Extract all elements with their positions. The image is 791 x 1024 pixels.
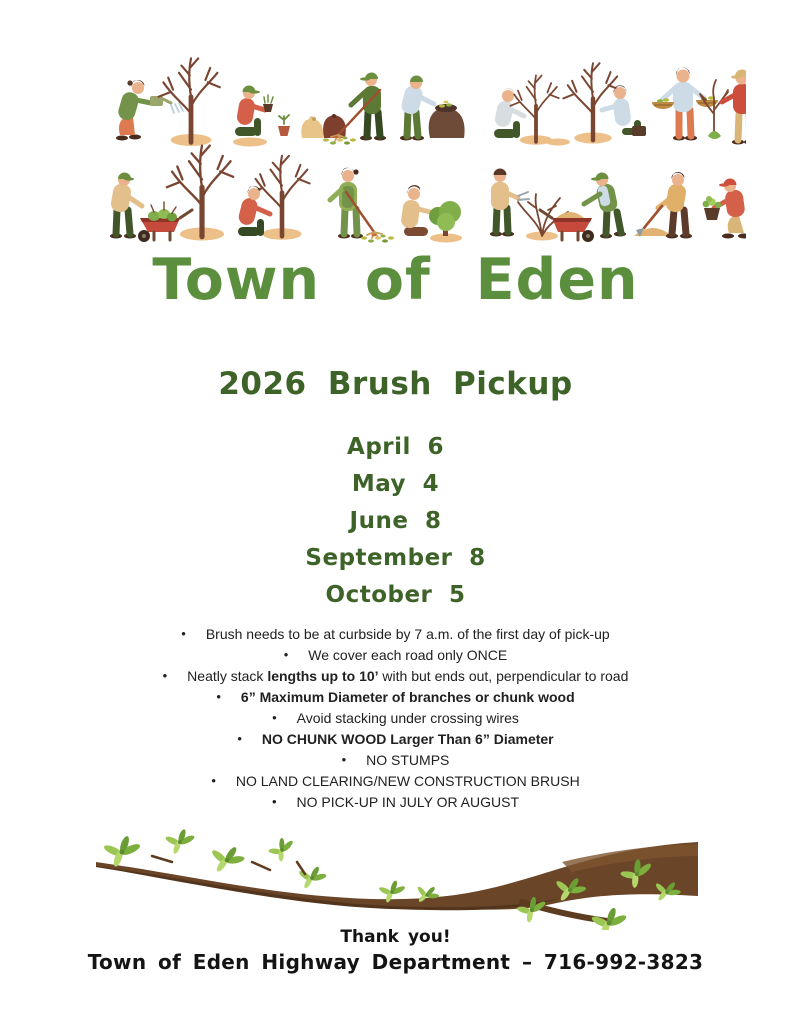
page-title: Town of Eden [152, 247, 639, 313]
pickup-date: April 6 [347, 434, 444, 460]
bullet-dot: • [237, 731, 242, 746]
figure-man-carrying-plant-pot [703, 179, 746, 239]
bullet-dot: • [272, 710, 277, 725]
pickup-date: October 5 [325, 582, 466, 608]
figure-person-kneeling-by-tree [493, 75, 570, 145]
figure-man-shoveling [634, 172, 692, 239]
figure-man-planting-tree [237, 156, 310, 240]
pickup-date: May 4 [351, 471, 440, 497]
rule-item [0, 687, 791, 708]
rule-item [0, 666, 791, 687]
footer-thanks: Thank you! [340, 927, 451, 947]
bullet-dot: • [162, 668, 168, 683]
footer-department-phone: Town of Eden Highway Department – 716-992-3823 [87, 950, 704, 974]
rule-text: NO CHUNK WOOD Larger Than 6” Diameter [261, 731, 554, 747]
bullet-dot: • [181, 626, 186, 641]
pickup-dates [0, 434, 791, 619]
rules-list [0, 624, 791, 813]
pickup-date: June 8 [349, 508, 442, 534]
rule-text: lengths up to 10’ [267, 668, 379, 684]
figure-woman-trimming-bush [400, 185, 462, 242]
pickup-date: September 8 [305, 545, 486, 571]
figure-woman-watering-tree [116, 58, 220, 146]
bullet-dot: • [216, 689, 221, 704]
rule-text: NO STUMPS [366, 752, 450, 768]
rule-item [0, 624, 791, 645]
rule-item [0, 771, 791, 792]
figure-man-raking-with-bags [301, 73, 386, 145]
page-subtitle: 2026 Brush Pickup [218, 366, 573, 402]
rule-text: NO LAND CLEARING/NEW CONSTRUCTION BRUSH [235, 773, 580, 789]
leafy-branch-illustration [92, 822, 702, 930]
rule-item [0, 792, 791, 813]
rule-text: NO PICK-UP IN JULY OR AUGUST [296, 794, 520, 810]
rule-item [0, 729, 791, 750]
gardening-people-illustration [96, 38, 746, 243]
rule-text: We cover each road only ONCE [308, 647, 508, 663]
figure-man-wheelbarrow-saplings [110, 146, 233, 242]
bullet-dot: • [283, 647, 289, 662]
rule-text: 6” Maximum Diameter of branches or chunk wood [240, 689, 575, 705]
rule-item [0, 645, 791, 666]
rule-text: Neatly stack [187, 668, 268, 684]
figure-man-planting-seedlings [233, 86, 290, 147]
figure-man-filling-leaf-bag [400, 76, 465, 141]
rule-item [0, 708, 791, 729]
figure-person-tending-tree [563, 63, 646, 143]
figure-woman-raking [330, 168, 394, 243]
rule-text: with but ends out, perpendicular to road [378, 668, 629, 684]
bullet-dot: • [271, 794, 277, 809]
figure-man-carrying-baskets [652, 67, 718, 140]
rule-item [0, 750, 791, 771]
bullet-dot: • [211, 773, 216, 788]
rule-text: Brush needs to be at curbside by 7 a.m. of the first day of pick-up [205, 626, 610, 642]
bullet-dot: • [341, 752, 347, 767]
rule-text: Avoid stacking under crossing wires [296, 710, 519, 726]
figure-man-pruning-shrub [490, 169, 568, 241]
